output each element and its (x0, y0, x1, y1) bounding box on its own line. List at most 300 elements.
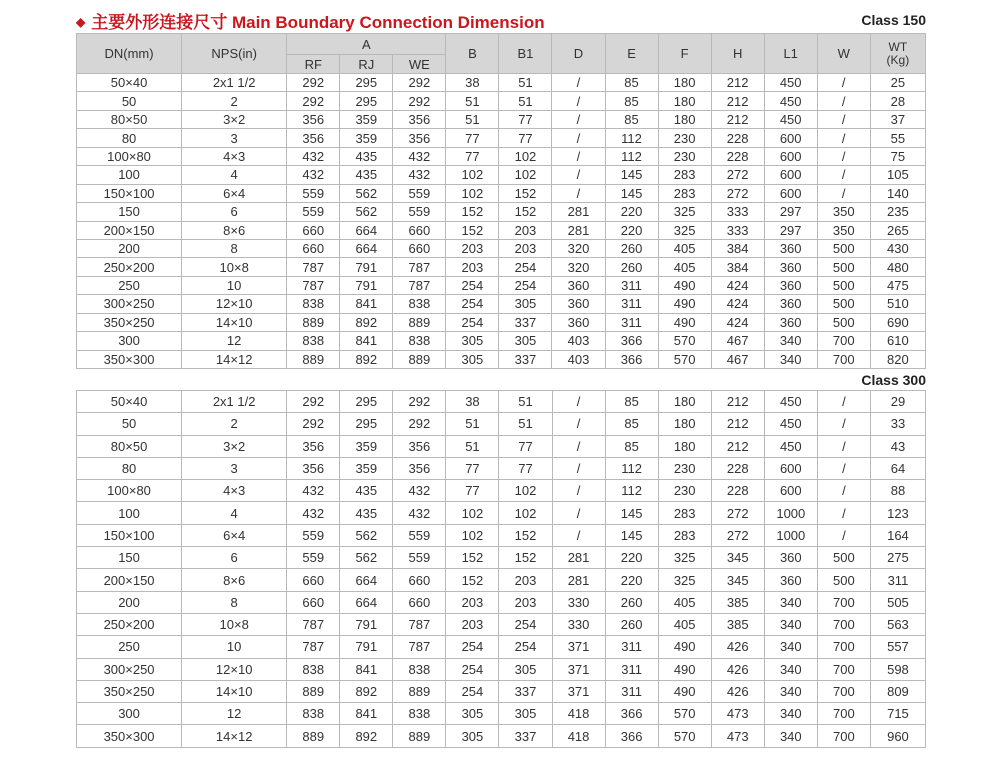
table-cell: 203 (499, 591, 552, 613)
table-cell: 230 (658, 147, 711, 165)
table-cell: 305 (499, 332, 552, 350)
table-cell: 450 (764, 74, 817, 92)
table-cell: 432 (393, 166, 446, 184)
table-row (77, 591, 926, 613)
table-cell: 6 (182, 203, 287, 221)
table-cell: 490 (658, 276, 711, 294)
table-cell: 281 (552, 569, 605, 591)
table-cell: 283 (658, 184, 711, 202)
table-cell: 360 (552, 313, 605, 331)
table-cell: 345 (711, 569, 764, 591)
table-cell: 559 (287, 184, 340, 202)
table-cell: 102 (499, 502, 552, 524)
table-row (77, 480, 926, 502)
table-cell: / (817, 166, 870, 184)
table-cell: 490 (658, 313, 711, 331)
table-cell: 325 (658, 569, 711, 591)
table-cell: 145 (605, 166, 658, 184)
table-cell: 51 (499, 413, 552, 435)
table-cell: 403 (552, 350, 605, 368)
table-cell: 272 (711, 502, 764, 524)
table-cell: 77 (446, 457, 499, 479)
col-nps: NPS(in) (182, 34, 287, 74)
table-cell: 892 (340, 313, 393, 331)
table-cell: 150×100 (77, 524, 182, 546)
table-cell: 450 (764, 413, 817, 435)
table-cell: 254 (499, 636, 552, 658)
table-row (77, 658, 926, 680)
table-cell: 51 (446, 110, 499, 128)
table-cell: 660 (287, 591, 340, 613)
table-cell: 330 (552, 613, 605, 635)
table-cell: 505 (870, 591, 925, 613)
table-row (77, 725, 926, 747)
table-cell: 356 (287, 435, 340, 457)
table-cell: 260 (605, 613, 658, 635)
table-cell: 85 (605, 92, 658, 110)
table-cell: 340 (764, 350, 817, 368)
table-cell: 305 (499, 658, 552, 680)
table-cell: / (817, 184, 870, 202)
table-cell: 660 (393, 221, 446, 239)
table-cell: 8 (182, 591, 287, 613)
table-cell: 64 (870, 457, 925, 479)
table-cell: 102 (446, 166, 499, 184)
table-cell: 418 (552, 725, 605, 747)
table-cell: 150 (77, 547, 182, 569)
table-cell: 889 (287, 680, 340, 702)
table-cell: 212 (711, 92, 764, 110)
table-row (77, 110, 926, 128)
table-cell: 490 (658, 658, 711, 680)
table-cell: 889 (393, 313, 446, 331)
table-cell: 570 (658, 332, 711, 350)
table-cell: 426 (711, 636, 764, 658)
table-cell: 6 (182, 547, 287, 569)
col-a-we: WE (393, 55, 446, 74)
table-cell: 150×100 (77, 184, 182, 202)
table-cell: 311 (605, 658, 658, 680)
table-row (77, 569, 926, 591)
table-cell: / (552, 92, 605, 110)
table-cell: 85 (605, 413, 658, 435)
table-cell: 366 (605, 725, 658, 747)
table-cell: 152 (499, 524, 552, 546)
table-row (77, 166, 926, 184)
table-cell: 228 (711, 457, 764, 479)
table-cell: / (552, 147, 605, 165)
table-cell: 260 (605, 239, 658, 257)
table-cell: 180 (658, 391, 711, 413)
table-row (77, 92, 926, 110)
table-cell: 791 (340, 276, 393, 294)
table-cell: 356 (287, 129, 340, 147)
table-cell: 212 (711, 391, 764, 413)
table-cell: 250×200 (77, 613, 182, 635)
table-cell: 366 (605, 703, 658, 725)
table-row (77, 350, 926, 368)
table-cell: 359 (340, 110, 393, 128)
table-cell: 292 (393, 92, 446, 110)
table-cell: 660 (287, 221, 340, 239)
table-cell: 838 (287, 295, 340, 313)
table-cell: 337 (499, 350, 552, 368)
table-cell: 250 (77, 276, 182, 294)
table-cell: 356 (287, 457, 340, 479)
table-cell: 180 (658, 435, 711, 457)
table-cell: 14×10 (182, 313, 287, 331)
table-cell: 102 (499, 147, 552, 165)
col-f: F (658, 34, 711, 74)
table-cell: 305 (446, 703, 499, 725)
table-cell: 787 (287, 636, 340, 658)
table-cell: 838 (393, 332, 446, 350)
table-cell: 300×250 (77, 658, 182, 680)
table-cell: 664 (340, 239, 393, 257)
col-dn: DN(mm) (77, 34, 182, 74)
table-cell: 337 (499, 725, 552, 747)
table-cell: 838 (393, 295, 446, 313)
table-cell: 33 (870, 413, 925, 435)
table-cell: 700 (817, 680, 870, 702)
table-cell: 254 (499, 258, 552, 276)
table-cell: 292 (287, 413, 340, 435)
table-cell: 559 (393, 547, 446, 569)
table-cell: 152 (446, 221, 499, 239)
table-cell: 500 (817, 313, 870, 331)
table-cell: 559 (287, 203, 340, 221)
table-cell: 889 (393, 680, 446, 702)
table-cell: / (552, 435, 605, 457)
col-b: B (446, 34, 499, 74)
table-cell: 254 (499, 613, 552, 635)
table-cell: 2x1 1/2 (182, 391, 287, 413)
table-cell: 356 (287, 110, 340, 128)
table-cell: 360 (552, 295, 605, 313)
table-cell: 340 (764, 680, 817, 702)
table-cell: 200×150 (77, 221, 182, 239)
table-cell: 889 (287, 350, 340, 368)
table-cell: 820 (870, 350, 925, 368)
table-cell: 311 (870, 569, 925, 591)
table-cell: 600 (764, 184, 817, 202)
table-cell: 838 (393, 658, 446, 680)
table-cell: 660 (287, 239, 340, 257)
table-cell: 340 (764, 636, 817, 658)
table-cell: 250 (77, 636, 182, 658)
table-cell: 432 (287, 166, 340, 184)
table-cell: 467 (711, 350, 764, 368)
table-cell: 283 (658, 166, 711, 184)
table-cell: 838 (393, 703, 446, 725)
table-cell: 230 (658, 129, 711, 147)
table-cell: 559 (393, 203, 446, 221)
table-cell: 12×10 (182, 658, 287, 680)
table-cell: 272 (711, 184, 764, 202)
table-cell: 102 (446, 502, 499, 524)
table-cell: 180 (658, 413, 711, 435)
table-cell: 562 (340, 524, 393, 546)
table-cell: 838 (287, 658, 340, 680)
table-cell: 305 (446, 725, 499, 747)
table-cell: 10 (182, 276, 287, 294)
table-cell: 100×80 (77, 147, 182, 165)
table-cell: 152 (499, 184, 552, 202)
table-cell: 292 (287, 391, 340, 413)
table-cell: 4×3 (182, 480, 287, 502)
table-cell: 80×50 (77, 110, 182, 128)
table-cell: / (552, 391, 605, 413)
table-cell: 220 (605, 547, 658, 569)
table-cell: 4 (182, 502, 287, 524)
table-cell: 889 (287, 725, 340, 747)
table-cell: 700 (817, 725, 870, 747)
table-cell: 366 (605, 332, 658, 350)
table-cell: 254 (446, 658, 499, 680)
table-cell: 360 (764, 276, 817, 294)
table-row (77, 636, 926, 658)
table-cell: 6×4 (182, 524, 287, 546)
table-cell: 889 (393, 350, 446, 368)
table-cell: 490 (658, 295, 711, 313)
table-cell: 254 (446, 680, 499, 702)
table-cell: 8 (182, 239, 287, 257)
table-cell: 359 (340, 457, 393, 479)
table-cell: 360 (764, 258, 817, 276)
table-cell: 50×40 (77, 74, 182, 92)
table-cell: 254 (446, 313, 499, 331)
table-cell: 838 (287, 703, 340, 725)
table-row (77, 703, 926, 725)
table-cell: 112 (605, 129, 658, 147)
table-cell: 337 (499, 680, 552, 702)
table-cell: 562 (340, 184, 393, 202)
table-row (77, 547, 926, 569)
table-cell: 700 (817, 636, 870, 658)
table-cell: 325 (658, 203, 711, 221)
table-cell: 38 (446, 74, 499, 92)
table-cell: 360 (764, 313, 817, 331)
table-cell: 292 (393, 413, 446, 435)
table-cell: 50 (77, 413, 182, 435)
table-cell: 311 (605, 680, 658, 702)
table-cell: 3 (182, 457, 287, 479)
table-cell: 350×250 (77, 313, 182, 331)
table-cell: 235 (870, 203, 925, 221)
table-cell: 787 (287, 613, 340, 635)
table-cell: 500 (817, 239, 870, 257)
table-cell: 350×300 (77, 725, 182, 747)
table-cell: 2 (182, 413, 287, 435)
table-cell: 51 (446, 435, 499, 457)
table-cell: 480 (870, 258, 925, 276)
col-a: A (287, 34, 446, 55)
table-cell: 700 (817, 613, 870, 635)
table-cell: 700 (817, 658, 870, 680)
table-row (77, 502, 926, 524)
table-cell: 340 (764, 703, 817, 725)
table-cell: 152 (499, 547, 552, 569)
table-cell: / (552, 184, 605, 202)
table-cell: 14×12 (182, 725, 287, 747)
table-row (77, 203, 926, 221)
table-cell: / (552, 457, 605, 479)
table-cell: 405 (658, 258, 711, 276)
table-cell: 145 (605, 184, 658, 202)
table-cell: 500 (817, 258, 870, 276)
table-cell: 220 (605, 221, 658, 239)
table-cell: 405 (658, 239, 711, 257)
table-cell: 350 (817, 203, 870, 221)
class-300-header (76, 372, 926, 390)
table-cell: 340 (764, 332, 817, 350)
header (76, 8, 926, 32)
table-cell: 123 (870, 502, 925, 524)
table-cell: 203 (446, 591, 499, 613)
table-cell: 10 (182, 636, 287, 658)
table-cell: 112 (605, 147, 658, 165)
table-cell: 77 (446, 480, 499, 502)
table-cell: 6×4 (182, 184, 287, 202)
table-cell: 340 (764, 591, 817, 613)
table-cell: / (817, 435, 870, 457)
table-cell: 85 (605, 435, 658, 457)
table-cell: 960 (870, 725, 925, 747)
table-cell: 85 (605, 110, 658, 128)
table-cell: 14×12 (182, 350, 287, 368)
table-cell: 203 (499, 569, 552, 591)
table-cell: 690 (870, 313, 925, 331)
table-cell: 145 (605, 502, 658, 524)
table-cell: 297 (764, 221, 817, 239)
table-cell: 80 (77, 129, 182, 147)
table-cell: / (817, 92, 870, 110)
table-cell: 88 (870, 480, 925, 502)
table-cell: 305 (446, 332, 499, 350)
table-cell: 10×8 (182, 258, 287, 276)
table-cell: 337 (499, 313, 552, 331)
table-cell: 360 (764, 547, 817, 569)
table-cell: 600 (764, 166, 817, 184)
table-cell: / (817, 147, 870, 165)
table-cell: 610 (870, 332, 925, 350)
table-cell: 562 (340, 547, 393, 569)
table-cell: 29 (870, 391, 925, 413)
table-cell: 281 (552, 547, 605, 569)
table-cell: 200 (77, 239, 182, 257)
table-cell: 359 (340, 435, 393, 457)
table-cell: 85 (605, 391, 658, 413)
table-cell: 356 (393, 435, 446, 457)
table-cell: 180 (658, 110, 711, 128)
table-cell: 350×250 (77, 680, 182, 702)
table-cell: 295 (340, 92, 393, 110)
table-cell: 28 (870, 92, 925, 110)
table-cell: 892 (340, 350, 393, 368)
table-row (77, 435, 926, 457)
table-cell: / (552, 166, 605, 184)
table-cell: 660 (393, 591, 446, 613)
table-cell: 212 (711, 74, 764, 92)
table-cell: 203 (446, 239, 499, 257)
table-cell: 292 (287, 92, 340, 110)
table-cell: 50 (77, 92, 182, 110)
table-cell: 77 (499, 457, 552, 479)
table-cell: 405 (658, 613, 711, 635)
table-cell: / (552, 413, 605, 435)
table-cell: / (552, 110, 605, 128)
table-cell: 435 (340, 147, 393, 165)
table-cell: 300×250 (77, 295, 182, 313)
table-cell: 220 (605, 569, 658, 591)
table-row (77, 391, 926, 413)
table-cell: 272 (711, 524, 764, 546)
table-cell: 50×40 (77, 391, 182, 413)
table-cell: 360 (552, 276, 605, 294)
table-cell: 371 (552, 636, 605, 658)
table-cell: 152 (446, 203, 499, 221)
table-cell: 102 (446, 184, 499, 202)
table-cell: 212 (711, 110, 764, 128)
table-cell: 152 (499, 203, 552, 221)
table-cell: 254 (446, 636, 499, 658)
table-cell: / (817, 480, 870, 502)
table-cell: 75 (870, 147, 925, 165)
table-cell: / (817, 502, 870, 524)
col-d: D (552, 34, 605, 74)
class-300-table (76, 390, 926, 748)
table-cell: 700 (817, 703, 870, 725)
table-cell: 77 (499, 435, 552, 457)
table-cell: 559 (287, 524, 340, 546)
table-cell: 330 (552, 591, 605, 613)
table-cell: 660 (393, 239, 446, 257)
table-cell: / (817, 74, 870, 92)
table-cell: 450 (764, 435, 817, 457)
table-cell: 356 (393, 457, 446, 479)
table-cell: 51 (446, 413, 499, 435)
col-h: H (711, 34, 764, 74)
table-cell: 203 (446, 258, 499, 276)
table-cell: 600 (764, 457, 817, 479)
table-cell: 4 (182, 166, 287, 184)
table-row (77, 184, 926, 202)
table-cell: 557 (870, 636, 925, 658)
table-cell: 787 (393, 258, 446, 276)
table-cell: 305 (446, 350, 499, 368)
table-cell: 102 (499, 480, 552, 502)
table-cell: 838 (287, 332, 340, 350)
table-cell: 112 (605, 457, 658, 479)
table-cell: 311 (605, 276, 658, 294)
table-cell: 473 (711, 725, 764, 747)
table-cell: 791 (340, 258, 393, 276)
table-cell: 311 (605, 313, 658, 331)
table-cell: 260 (605, 258, 658, 276)
table-row (77, 221, 926, 239)
table-cell: 809 (870, 680, 925, 702)
table-cell: 272 (711, 166, 764, 184)
table-cell: 340 (764, 725, 817, 747)
table-cell: 254 (446, 276, 499, 294)
table-cell: 320 (552, 239, 605, 257)
table-row (77, 413, 926, 435)
table-cell: 164 (870, 524, 925, 546)
table-cell: 450 (764, 110, 817, 128)
table-cell: 598 (870, 658, 925, 680)
table-cell: 3 (182, 129, 287, 147)
table-cell: 500 (817, 547, 870, 569)
